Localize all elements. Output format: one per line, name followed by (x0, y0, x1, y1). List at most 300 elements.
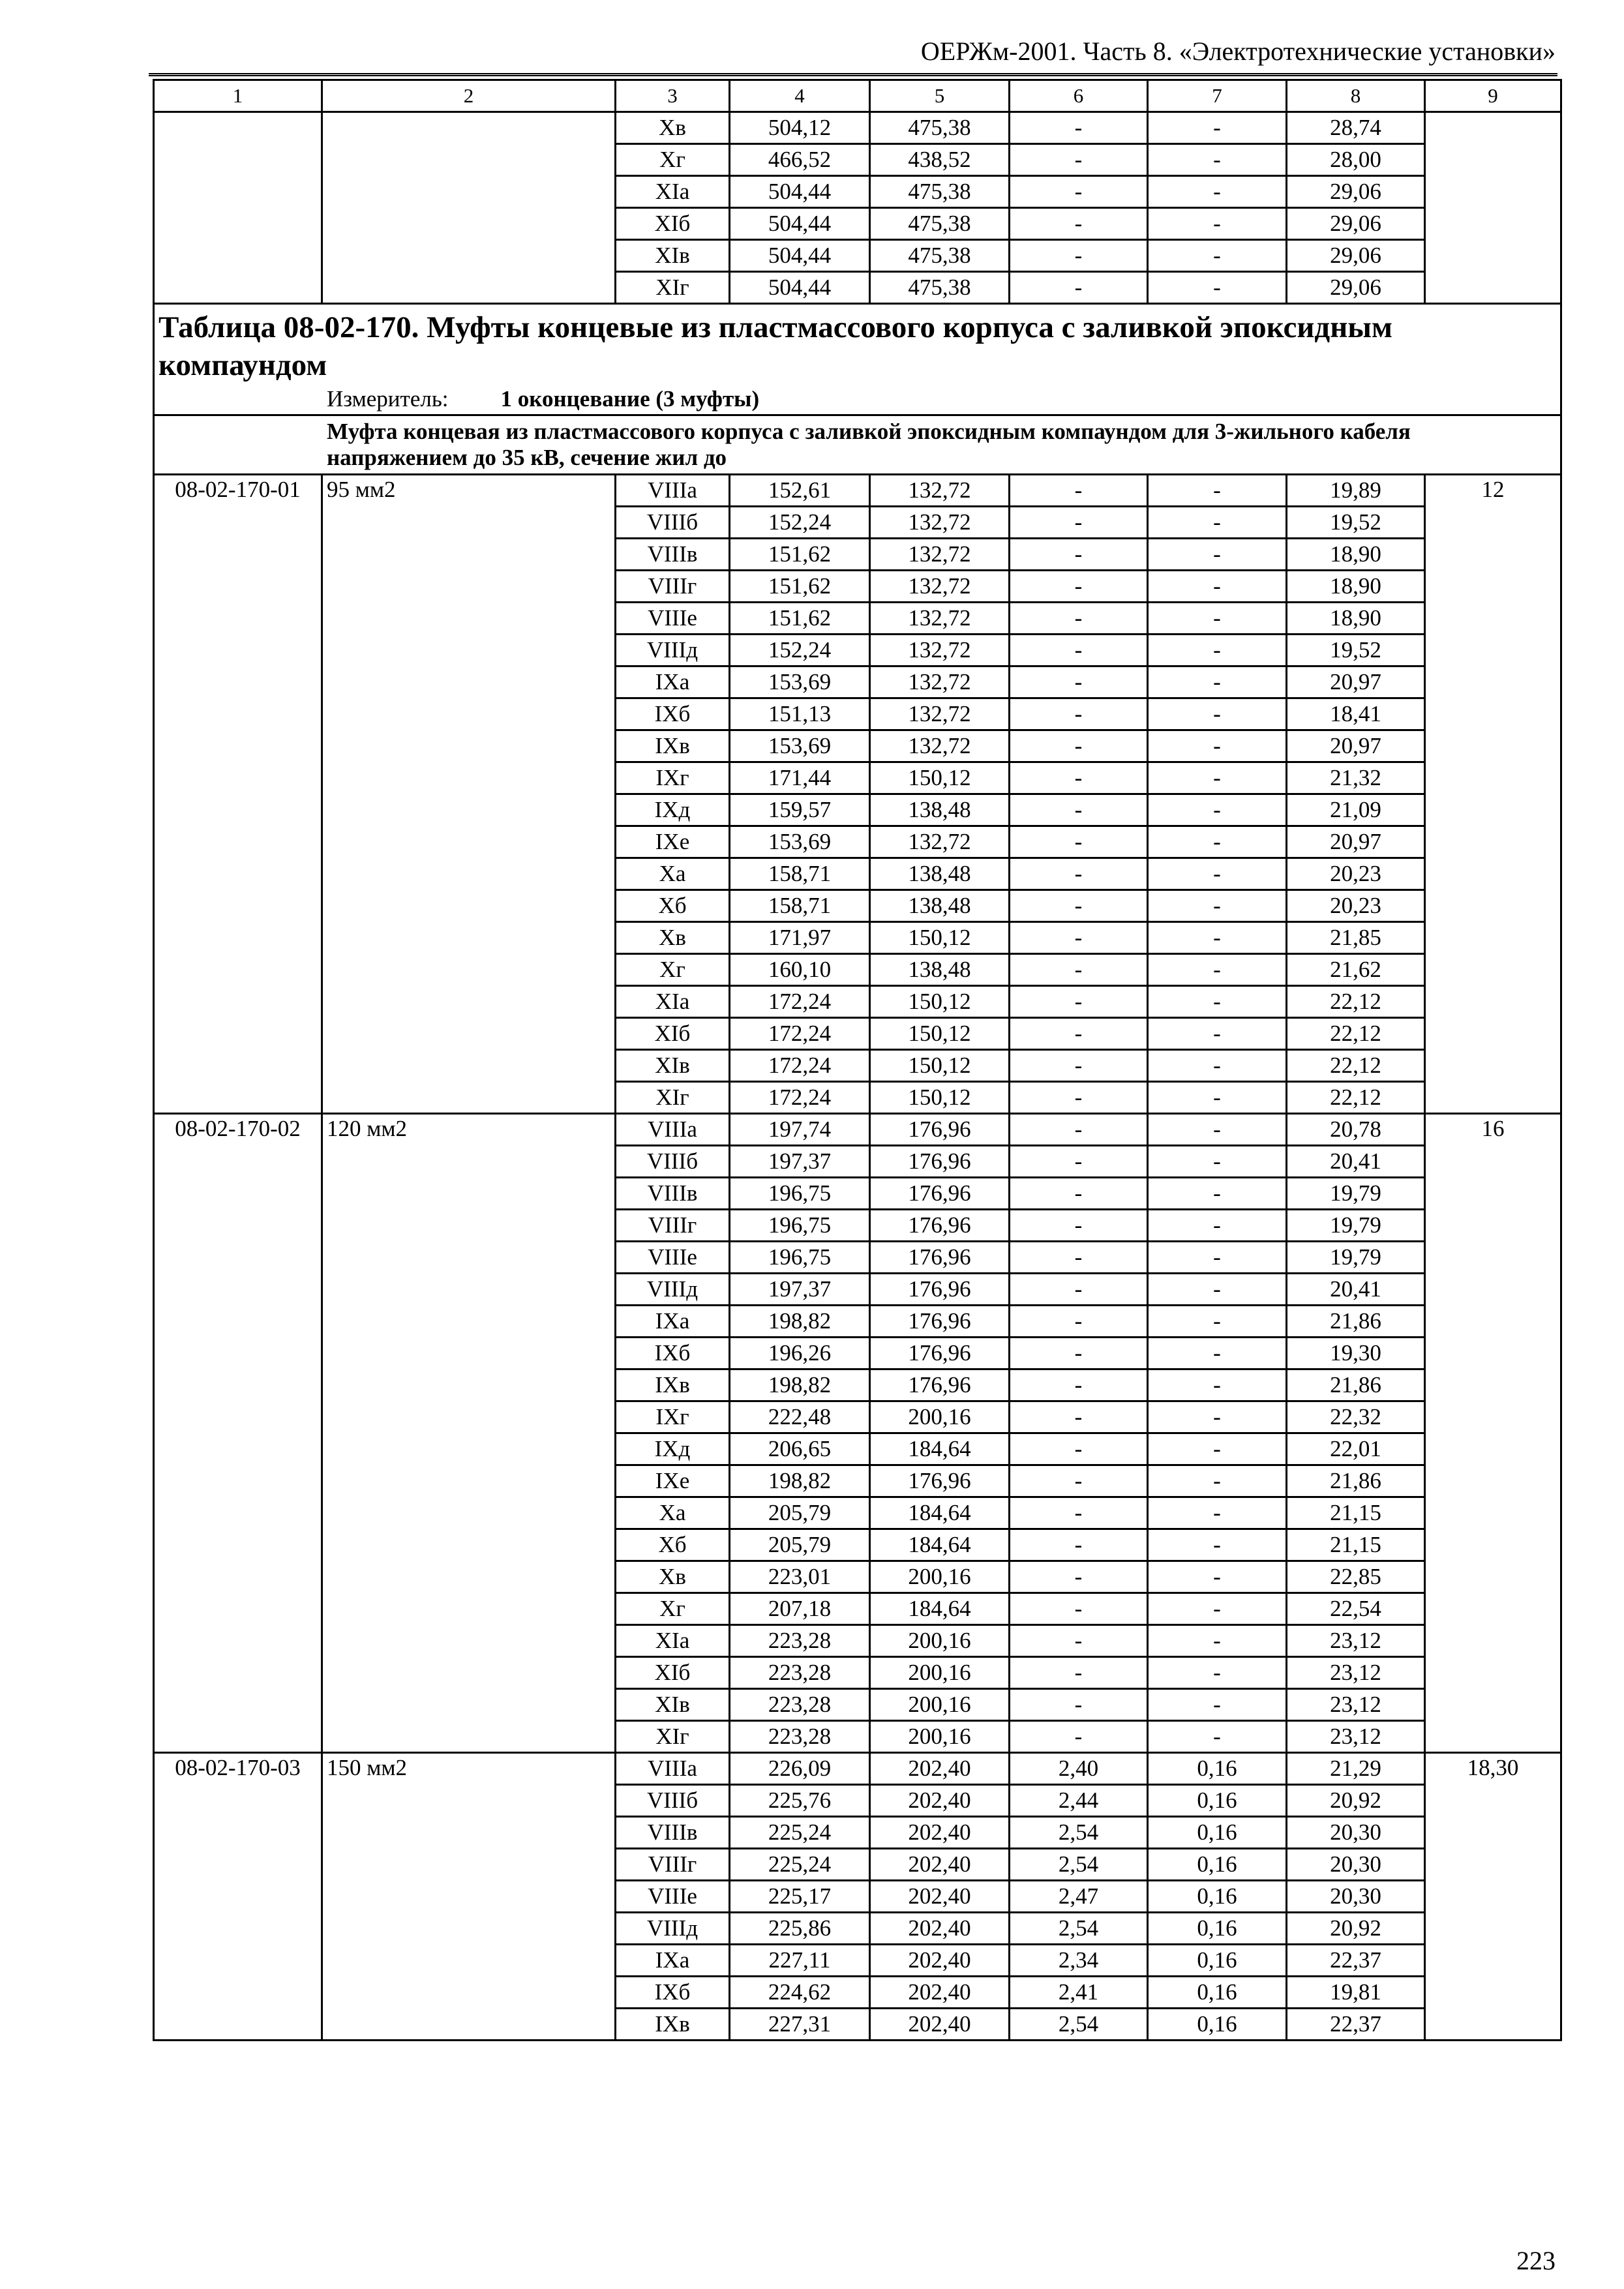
cell-total-cost: 151,13 (730, 698, 870, 730)
cell-materials-cost: 22,85 (1287, 1561, 1425, 1593)
cell-machinist-wage: 0,16 (1148, 1753, 1287, 1785)
cell-labor-cost: 438,52 (870, 144, 1010, 176)
cell-machinist-wage: - (1148, 1625, 1287, 1657)
cell-total-cost: 225,17 (730, 1881, 870, 1913)
cell-resource-zone: VIIIв (616, 1817, 730, 1849)
cell-labor-cost: 150,12 (870, 1082, 1010, 1114)
cell-materials-cost: 20,97 (1287, 826, 1425, 858)
cell-labor-cost: 132,72 (870, 475, 1010, 507)
cell-machine-cost: - (1010, 666, 1148, 698)
cell-machine-cost: - (1010, 922, 1148, 954)
cell-labor-cost: 200,16 (870, 1561, 1010, 1593)
cell-materials-cost: 29,06 (1287, 176, 1425, 208)
cell-materials-cost: 23,12 (1287, 1657, 1425, 1689)
cell-labor-cost: 176,96 (870, 1465, 1010, 1497)
cell-total-cost: 152,24 (730, 507, 870, 539)
cell-machinist-wage: - (1148, 858, 1287, 890)
cell-machine-cost: - (1010, 1721, 1148, 1753)
cell-materials-cost: 22,12 (1287, 986, 1425, 1018)
cell-machine-cost: - (1010, 240, 1148, 272)
cell-machine-cost: - (1010, 1338, 1148, 1369)
cell-labor-cost: 132,72 (870, 603, 1010, 635)
cell-total-cost: 223,28 (730, 1689, 870, 1721)
cell-resource-zone: Ха (616, 858, 730, 890)
column-number: 6 (1010, 80, 1148, 112)
cell-machine-cost: - (1010, 1306, 1148, 1338)
cell-machinist-wage: - (1148, 507, 1287, 539)
cell-total-cost: 196,75 (730, 1210, 870, 1242)
cell-total-cost: 227,11 (730, 1945, 870, 1977)
cell-total-cost: 223,01 (730, 1561, 870, 1593)
cell-resource-zone: IХе (616, 826, 730, 858)
cell-labor-cost: 138,48 (870, 954, 1010, 986)
cell-machinist-wage: - (1148, 539, 1287, 571)
cell-resource-zone: VIIIа (616, 475, 730, 507)
cell-machine-cost: - (1010, 603, 1148, 635)
cell-materials-cost: 19,30 (1287, 1338, 1425, 1369)
cell-labor-cost: 202,40 (870, 2009, 1010, 2041)
cell-total-cost: 225,24 (730, 1817, 870, 1849)
cell-total-cost: 225,76 (730, 1785, 870, 1817)
cell-section-empty (322, 112, 616, 304)
cell-labor-cost: 132,72 (870, 730, 1010, 762)
cell-labor-cost: 132,72 (870, 666, 1010, 698)
cell-materials-cost: 20,30 (1287, 1881, 1425, 1913)
cell-labor-cost: 138,48 (870, 890, 1010, 922)
cell-labor-cost: 202,40 (870, 1849, 1010, 1881)
cell-resource-zone: VIIIб (616, 1146, 730, 1178)
cell-labor-cost: 150,12 (870, 1050, 1010, 1082)
cell-labor-cost: 202,40 (870, 1977, 1010, 2009)
cell-materials-cost: 19,52 (1287, 507, 1425, 539)
cell-total-cost: 152,24 (730, 635, 870, 666)
cell-total-cost: 196,75 (730, 1242, 870, 1274)
cell-machinist-wage: - (1148, 1721, 1287, 1753)
cell-machine-cost: - (1010, 698, 1148, 730)
cell-resource-zone: IХд (616, 1433, 730, 1465)
cell-materials-cost: 23,12 (1287, 1625, 1425, 1657)
cell-machine-cost: - (1010, 858, 1148, 890)
cell-machine-cost: 2,54 (1010, 2009, 1148, 2041)
cell-machinist-wage: - (1148, 1018, 1287, 1050)
column-number: 7 (1148, 80, 1287, 112)
cell-labor-cost: 150,12 (870, 1018, 1010, 1050)
column-numbers-row (154, 80, 1561, 112)
section-title-cell (154, 415, 1561, 475)
cell-machinist-wage: - (1148, 1593, 1287, 1625)
cell-total-cost: 196,75 (730, 1178, 870, 1210)
cell-machine-cost: 2,41 (1010, 1977, 1148, 2009)
cell-labor-cost: 475,38 (870, 176, 1010, 208)
cell-resource-zone: ХIв (616, 1689, 730, 1721)
cell-materials-cost: 22,12 (1287, 1050, 1425, 1082)
cell-machine-cost: - (1010, 1465, 1148, 1497)
cell-labor-cost: 202,40 (870, 1785, 1010, 1817)
cell-labor-cost: 138,48 (870, 858, 1010, 890)
cell-total-cost: 224,62 (730, 1977, 870, 2009)
cell-total-cost: 153,69 (730, 666, 870, 698)
cell-code-empty (154, 112, 322, 304)
cell-machine-cost: - (1010, 826, 1148, 858)
section-title-row (154, 415, 1561, 475)
cell-machine-cost: - (1010, 1242, 1148, 1274)
cell-machinist-wage: - (1148, 635, 1287, 666)
cell-machine-cost: - (1010, 176, 1148, 208)
cell-total-cost: 225,86 (730, 1913, 870, 1945)
cell-resource-zone: ХIв (616, 240, 730, 272)
cell-total-cost: 205,79 (730, 1497, 870, 1529)
cell-machinist-wage: 0,16 (1148, 1913, 1287, 1945)
cell-resource-zone: VIIIв (616, 1178, 730, 1210)
cell-resource-zone: Хг (616, 144, 730, 176)
column-number: 3 (616, 80, 730, 112)
cell-materials-cost: 19,81 (1287, 1977, 1425, 2009)
page-number: 223 (1516, 2246, 1556, 2275)
cell-machine-cost: - (1010, 1178, 1148, 1210)
cell-resource-zone: IХа (616, 1945, 730, 1977)
cell-labor-cost: 176,96 (870, 1306, 1010, 1338)
cell-materials-cost: 21,15 (1287, 1497, 1425, 1529)
cell-resource-zone: ХIг (616, 272, 730, 304)
cell-labor-cost: 132,72 (870, 507, 1010, 539)
cell-labor-cost: 138,48 (870, 794, 1010, 826)
cell-resource-zone: VIIIг (616, 1849, 730, 1881)
cell-resource-zone: Хб (616, 890, 730, 922)
cell-machine-cost: - (1010, 1689, 1148, 1721)
cell-machine-cost: 2,44 (1010, 1785, 1148, 1817)
cell-machinist-wage: - (1148, 1369, 1287, 1401)
cell-materials-cost: 18,90 (1287, 571, 1425, 603)
cell-materials-cost: 22,54 (1287, 1593, 1425, 1625)
cell-machinist-wage: - (1148, 1529, 1287, 1561)
cell-machine-cost: - (1010, 1274, 1148, 1306)
cell-resource-zone: Хв (616, 922, 730, 954)
cell-labor-cost: 184,64 (870, 1529, 1010, 1561)
cell-resource-zone: VIIIб (616, 507, 730, 539)
cell-rate: 18,30 (1425, 1753, 1561, 2041)
cell-total-cost: 198,82 (730, 1369, 870, 1401)
cell-machinist-wage: - (1148, 1433, 1287, 1465)
cell-machinist-wage: - (1148, 666, 1287, 698)
cell-machine-cost: - (1010, 890, 1148, 922)
column-number: 4 (730, 80, 870, 112)
cell-machine-cost: - (1010, 1210, 1148, 1242)
cell-materials-cost: 22,37 (1287, 2009, 1425, 2041)
cell-machine-cost: - (1010, 954, 1148, 986)
cell-machine-cost: - (1010, 507, 1148, 539)
cell-resource-zone: Хг (616, 1593, 730, 1625)
column-number: 8 (1287, 80, 1425, 112)
cell-total-cost: 504,44 (730, 176, 870, 208)
cell-total-cost: 207,18 (730, 1593, 870, 1625)
cell-machine-cost: - (1010, 1657, 1148, 1689)
cell-labor-cost: 184,64 (870, 1593, 1010, 1625)
cell-machine-cost: - (1010, 635, 1148, 666)
cell-resource-zone: ХIв (616, 1050, 730, 1082)
cell-total-cost: 223,28 (730, 1625, 870, 1657)
cell-labor-cost: 475,38 (870, 112, 1010, 144)
cell-resource-zone: ХIа (616, 986, 730, 1018)
cell-machine-cost: 2,54 (1010, 1849, 1148, 1881)
cell-machinist-wage: - (1148, 176, 1287, 208)
cell-resource-zone: IХд (616, 794, 730, 826)
cell-machine-cost: - (1010, 272, 1148, 304)
cell-resource-zone: ХIг (616, 1721, 730, 1753)
cell-labor-cost: 176,96 (870, 1338, 1010, 1369)
cell-total-cost: 205,79 (730, 1529, 870, 1561)
cell-resource-zone: VIIIе (616, 1881, 730, 1913)
cell-machinist-wage: - (1148, 1465, 1287, 1497)
cell-labor-cost: 176,96 (870, 1178, 1010, 1210)
cell-code: 08-02-170-01 (154, 475, 322, 1114)
cell-labor-cost: 200,16 (870, 1689, 1010, 1721)
cell-materials-cost: 20,41 (1287, 1274, 1425, 1306)
cell-total-cost: 158,71 (730, 858, 870, 890)
cell-materials-cost: 21,86 (1287, 1465, 1425, 1497)
cell-total-cost: 227,31 (730, 2009, 870, 2041)
cell-materials-cost: 19,79 (1287, 1242, 1425, 1274)
cell-labor-cost: 132,72 (870, 826, 1010, 858)
column-number: 9 (1425, 80, 1561, 112)
cell-resource-zone: VIIIб (616, 1785, 730, 1817)
cell-materials-cost: 22,01 (1287, 1433, 1425, 1465)
cell-resource-zone: IХе (616, 1465, 730, 1497)
cell-labor-cost: 200,16 (870, 1721, 1010, 1753)
cell-resource-zone: IХг (616, 762, 730, 794)
cell-materials-cost: 21,62 (1287, 954, 1425, 986)
cell-machine-cost: - (1010, 794, 1148, 826)
cell-total-cost: 197,37 (730, 1146, 870, 1178)
cell-machinist-wage: - (1148, 1657, 1287, 1689)
cell-total-cost: 198,82 (730, 1465, 870, 1497)
cell-labor-cost: 202,40 (870, 1913, 1010, 1945)
cell-machinist-wage: - (1148, 922, 1287, 954)
cell-resource-zone: Ха (616, 1497, 730, 1529)
cell-resource-zone: IХг (616, 1401, 730, 1433)
cell-labor-cost: 132,72 (870, 635, 1010, 666)
cell-machine-cost: 2,54 (1010, 1817, 1148, 1849)
cell-labor-cost: 150,12 (870, 762, 1010, 794)
cell-machinist-wage: 0,16 (1148, 1945, 1287, 1977)
cell-materials-cost: 20,78 (1287, 1114, 1425, 1146)
cell-machinist-wage: - (1148, 954, 1287, 986)
cell-machinist-wage: - (1148, 1082, 1287, 1114)
cell-machine-cost: - (1010, 144, 1148, 176)
cell-machinist-wage: - (1148, 1050, 1287, 1082)
cell-total-cost: 151,62 (730, 603, 870, 635)
cell-materials-cost: 29,06 (1287, 272, 1425, 304)
cell-materials-cost: 20,92 (1287, 1913, 1425, 1945)
cell-machine-cost: - (1010, 1529, 1148, 1561)
cell-materials-cost: 22,12 (1287, 1082, 1425, 1114)
cell-labor-cost: 475,38 (870, 208, 1010, 240)
cell-resource-zone: ХIа (616, 176, 730, 208)
cell-rate: 12 (1425, 475, 1561, 1114)
cell-materials-cost: 21,86 (1287, 1369, 1425, 1401)
cell-machinist-wage: - (1148, 208, 1287, 240)
section-title: Муфта концевая из пластмассового корпуса с заливкой эпоксидным компаундом для 3-жильного кабеля напряжением до 35 кВ, сечение жил до (327, 419, 1411, 470)
cell-resource-zone: IХб (616, 1338, 730, 1369)
cell-labor-cost: 132,72 (870, 571, 1010, 603)
column-number: 2 (322, 80, 616, 112)
cell-machinist-wage: - (1148, 1401, 1287, 1433)
cell-resource-zone: VIIIг (616, 1210, 730, 1242)
cell-machine-cost: - (1010, 1433, 1148, 1465)
cell-machinist-wage: - (1148, 1274, 1287, 1306)
cell-labor-cost: 150,12 (870, 986, 1010, 1018)
cell-materials-cost: 22,32 (1287, 1401, 1425, 1433)
cell-labor-cost: 176,96 (870, 1114, 1010, 1146)
cell-materials-cost: 20,97 (1287, 666, 1425, 698)
cell-materials-cost: 20,23 (1287, 858, 1425, 890)
cell-rate-empty (1425, 112, 1561, 304)
cell-labor-cost: 200,16 (870, 1625, 1010, 1657)
cell-machinist-wage: - (1148, 144, 1287, 176)
cell-machinist-wage: - (1148, 1146, 1287, 1178)
cell-labor-cost: 202,40 (870, 1753, 1010, 1785)
cell-materials-cost: 19,89 (1287, 475, 1425, 507)
cell-machinist-wage: 0,16 (1148, 1849, 1287, 1881)
cell-total-cost: 171,97 (730, 922, 870, 954)
meter-label: Измеритель: (327, 386, 449, 411)
cell-total-cost: 206,65 (730, 1433, 870, 1465)
cell-materials-cost: 18,41 (1287, 698, 1425, 730)
cell-resource-zone: IХб (616, 1977, 730, 2009)
cell-resource-zone: ХIб (616, 1018, 730, 1050)
cell-materials-cost: 19,79 (1287, 1210, 1425, 1242)
cell-labor-cost: 202,40 (870, 1945, 1010, 1977)
cell-machinist-wage: - (1148, 1689, 1287, 1721)
cell-resource-zone: ХIг (616, 1082, 730, 1114)
cell-labor-cost: 202,40 (870, 1817, 1010, 1849)
cell-materials-cost: 20,41 (1287, 1146, 1425, 1178)
cell-materials-cost: 23,12 (1287, 1689, 1425, 1721)
cell-total-cost: 160,10 (730, 954, 870, 986)
cell-labor-cost: 176,96 (870, 1274, 1010, 1306)
cell-machine-cost: - (1010, 1593, 1148, 1625)
cell-total-cost: 153,69 (730, 730, 870, 762)
cell-machinist-wage: - (1148, 1242, 1287, 1274)
cell-machine-cost: - (1010, 1146, 1148, 1178)
cell-resource-zone: VIIIд (616, 635, 730, 666)
cell-total-cost: 504,44 (730, 208, 870, 240)
cell-machine-cost: - (1010, 1050, 1148, 1082)
cell-materials-cost: 22,12 (1287, 1018, 1425, 1050)
cell-machinist-wage: - (1148, 1306, 1287, 1338)
cell-materials-cost: 22,37 (1287, 1945, 1425, 1977)
cell-labor-cost: 202,40 (870, 1881, 1010, 1913)
cell-total-cost: 197,37 (730, 1274, 870, 1306)
cell-labor-cost: 184,64 (870, 1433, 1010, 1465)
cell-machinist-wage: - (1148, 794, 1287, 826)
cell-machinist-wage: - (1148, 240, 1287, 272)
cell-machinist-wage: - (1148, 826, 1287, 858)
cell-materials-cost: 29,06 (1287, 208, 1425, 240)
cell-machine-cost: - (1010, 1369, 1148, 1401)
cell-machine-cost: - (1010, 539, 1148, 571)
cell-resource-zone: ХIб (616, 208, 730, 240)
column-number: 5 (870, 80, 1010, 112)
cell-machine-cost: - (1010, 986, 1148, 1018)
cell-machinist-wage: - (1148, 762, 1287, 794)
cell-machine-cost: - (1010, 208, 1148, 240)
cell-resource-zone: IХв (616, 730, 730, 762)
cell-total-cost: 159,57 (730, 794, 870, 826)
cell-machinist-wage: 0,16 (1148, 1977, 1287, 2009)
cell-total-cost: 152,61 (730, 475, 870, 507)
cell-total-cost: 172,24 (730, 1018, 870, 1050)
cell-labor-cost: 176,96 (870, 1242, 1010, 1274)
cell-machine-cost: - (1010, 571, 1148, 603)
cell-total-cost: 158,71 (730, 890, 870, 922)
cell-machinist-wage: - (1148, 890, 1287, 922)
cell-materials-cost: 20,92 (1287, 1785, 1425, 1817)
cell-labor-cost: 200,16 (870, 1657, 1010, 1689)
cell-total-cost: 196,26 (730, 1338, 870, 1369)
cell-total-cost: 172,24 (730, 986, 870, 1018)
cell-machine-cost: - (1010, 730, 1148, 762)
cell-machine-cost: 2,40 (1010, 1753, 1148, 1785)
cell-resource-zone: VIIIе (616, 1242, 730, 1274)
column-number: 1 (154, 80, 322, 112)
cell-materials-cost: 21,29 (1287, 1753, 1425, 1785)
cell-materials-cost: 21,15 (1287, 1529, 1425, 1561)
cell-machinist-wage: - (1148, 730, 1287, 762)
cell-total-cost: 504,44 (730, 272, 870, 304)
cell-total-cost: 226,09 (730, 1753, 870, 1785)
cell-resource-zone: IХв (616, 1369, 730, 1401)
table-title: Таблица 08-02-170. Муфты концевые из пластмассового корпуса с заливкой эпоксидным компаундом (158, 310, 1392, 382)
cell-materials-cost: 20,97 (1287, 730, 1425, 762)
cell-machinist-wage: - (1148, 1114, 1287, 1146)
cell-resource-zone: Хб (616, 1529, 730, 1561)
cell-labor-cost: 176,96 (870, 1146, 1010, 1178)
cell-resource-zone: VIIIа (616, 1114, 730, 1146)
cell-machine-cost: 2,34 (1010, 1945, 1148, 1977)
cell-resource-zone: VIIIг (616, 571, 730, 603)
cell-machinist-wage: - (1148, 1210, 1287, 1242)
cell-materials-cost: 20,23 (1287, 890, 1425, 922)
cell-machine-cost: - (1010, 1082, 1148, 1114)
cell-resource-zone: ХIа (616, 1625, 730, 1657)
cell-total-cost: 504,12 (730, 112, 870, 144)
cell-machinist-wage: - (1148, 603, 1287, 635)
cell-materials-cost: 19,79 (1287, 1178, 1425, 1210)
cell-materials-cost: 28,00 (1287, 144, 1425, 176)
cell-materials-cost: 28,74 (1287, 112, 1425, 144)
cell-materials-cost: 20,30 (1287, 1817, 1425, 1849)
table-row (154, 1114, 1561, 1146)
cell-machinist-wage: 0,16 (1148, 1881, 1287, 1913)
table-row (154, 1753, 1561, 1785)
cell-machinist-wage: - (1148, 1178, 1287, 1210)
cell-total-cost: 151,62 (730, 539, 870, 571)
cell-machine-cost: - (1010, 1401, 1148, 1433)
cell-total-cost: 225,24 (730, 1849, 870, 1881)
table-heading-cell (154, 304, 1561, 415)
cell-machinist-wage: - (1148, 112, 1287, 144)
cell-total-cost: 172,24 (730, 1082, 870, 1114)
cell-machinist-wage: 0,16 (1148, 1785, 1287, 1817)
cell-machinist-wage: - (1148, 1561, 1287, 1593)
cell-resource-zone: VIIIд (616, 1274, 730, 1306)
cell-labor-cost: 132,72 (870, 698, 1010, 730)
cell-total-cost: 222,48 (730, 1401, 870, 1433)
cell-total-cost: 223,28 (730, 1721, 870, 1753)
cell-total-cost: 172,24 (730, 1050, 870, 1082)
cell-machinist-wage: 0,16 (1148, 1817, 1287, 1849)
cell-materials-cost: 21,86 (1287, 1306, 1425, 1338)
